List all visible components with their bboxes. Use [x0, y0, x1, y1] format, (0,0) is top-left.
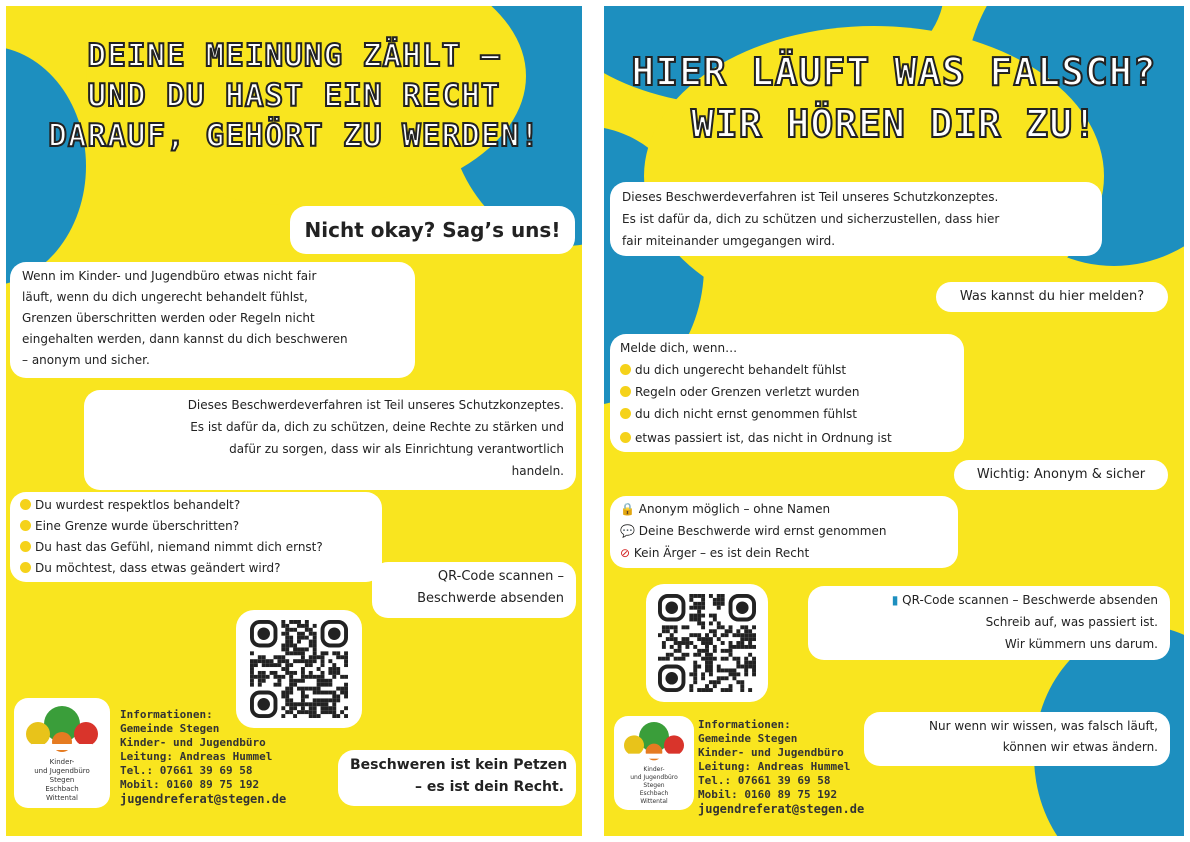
melde-item	[620, 359, 954, 381]
intro-line: Es ist dafür da, dich zu schützen und sicherzustellen, dass hier	[622, 212, 1000, 226]
info-line: Leitung: Andreas Hummel	[120, 750, 273, 763]
qr-code[interactable]	[646, 584, 768, 702]
bullet-dot-icon	[620, 364, 631, 375]
qr-hint-line: Beschwerde absenden	[417, 591, 564, 606]
logo-text-line: Eschbach	[639, 790, 669, 797]
info-line: Kinder- und Jugendbüro	[698, 746, 844, 759]
phone-line: Tel.: 07661 39 69 58	[698, 774, 831, 787]
intro-line: Dieses Beschwerdeverfahren ist Teil unseres Schutzkonzeptes.	[622, 190, 999, 204]
headline-line: HIER LÄUFT WAS FALSCH?	[631, 50, 1157, 94]
logo-text	[14, 758, 110, 803]
question-bubble	[936, 282, 1168, 312]
right-flyer	[598, 0, 1190, 842]
closing-line: – es ist dein Recht.	[415, 779, 564, 795]
intro-line: läuft, wenn du dich ungerecht behandelt fühlst,	[22, 290, 308, 304]
intro-bubble	[610, 182, 1102, 256]
phone-icon: ▮	[891, 593, 899, 607]
melde-text: etwas passiert ist, das nicht in Ordnung ist	[635, 431, 892, 445]
safe-item	[620, 542, 948, 564]
bullet-dot-icon	[20, 562, 31, 573]
info-line: Informationen:	[120, 708, 213, 721]
no-sign-icon: ⊘	[620, 546, 631, 560]
logo-text-line: und Jugendbüro	[630, 774, 678, 781]
logo-text-line: Stegen	[643, 782, 665, 789]
bullet-item	[20, 516, 372, 537]
qr-hint-line: Wir kümmern uns darum.	[1004, 637, 1158, 651]
procedure-line: handeln.	[511, 464, 564, 478]
melde-item-last	[610, 424, 964, 452]
closing-bubble	[864, 712, 1170, 766]
qr-hint-line	[820, 589, 1158, 611]
qr-hint-line: QR-Code scannen –	[437, 569, 564, 584]
bullet-text: Du wurdest respektlos behandelt?	[35, 498, 241, 512]
logo-text-line: Wittental	[640, 798, 668, 805]
qr-code-icon	[656, 594, 758, 692]
tagline-bubble	[290, 206, 575, 254]
contact-info	[698, 718, 864, 816]
safe-text: Deine Beschwerde wird ernst genommen	[638, 524, 887, 538]
qr-code-icon	[246, 620, 352, 718]
phone-line: Tel.: 07661 39 69 58	[120, 764, 253, 777]
bullet-item	[20, 558, 372, 579]
logo-text-line: Eschbach	[45, 785, 79, 793]
intro-line: fair miteinander umgegangen wird.	[622, 234, 836, 248]
question-text: Was kannst du hier melden?	[959, 289, 1145, 304]
mobile-line: Mobil: 0160 89 75 192	[120, 778, 260, 791]
bullet-item	[20, 537, 372, 558]
lock-icon: 🔒	[620, 502, 635, 516]
mobile-line: Mobil: 0160 89 75 192	[698, 788, 838, 801]
logo-kinder-jugendbuero	[614, 716, 694, 810]
intro-bubble	[10, 262, 415, 378]
info-line: Kinder- und Jugendbüro	[120, 736, 266, 749]
logo-text	[614, 766, 694, 806]
wichtig-bubble	[954, 460, 1168, 490]
right-headline	[598, 46, 1190, 150]
bullet-dot-icon	[20, 541, 31, 552]
qr-hint-line: Schreib auf, was passiert ist.	[985, 615, 1158, 629]
procedure-line: Dieses Beschwerdeverfahren ist Teil unseres Schutzkonzeptes.	[187, 398, 564, 412]
email-line[interactable]: jugendreferat@stegen.de	[698, 802, 865, 816]
bullet-dot-icon	[620, 386, 631, 397]
safe-item	[620, 520, 948, 542]
logo-text-line: Stegen	[49, 776, 75, 784]
intro-line: Grenzen überschritten werden oder Regeln nicht	[22, 311, 315, 325]
logo-figures-icon	[614, 718, 694, 766]
bullet-bubble	[10, 492, 382, 582]
closing-line: Nur wenn wir wissen, was falsch läuft,	[929, 719, 1158, 733]
bullet-dot-icon	[20, 520, 31, 531]
melde-item	[620, 403, 954, 425]
contact-info	[120, 708, 286, 806]
safe-text: Anonym möglich – ohne Namen	[638, 502, 831, 516]
bullet-text: Du möchtest, dass etwas geändert wird?	[35, 561, 281, 575]
bullet-dot-icon	[620, 432, 631, 443]
closing-line: können wir etwas ändern.	[1002, 740, 1158, 754]
wichtig-text: Wichtig: Anonym & sicher	[976, 467, 1146, 482]
headline-line: DARAUF, GEHÖRT ZU WERDEN!	[48, 118, 540, 154]
headline-line: DEINE MEINUNG ZÄHLT –	[87, 38, 501, 74]
intro-line: eingehalten werden, dann kannst du dich beschweren	[22, 332, 348, 346]
procedure-line: Es ist dafür da, dich zu schützen, deine Rechte zu stärken und	[190, 420, 564, 434]
info-line: Gemeinde Stegen	[120, 722, 220, 735]
logo-text-line: Kinder-	[643, 766, 665, 773]
qr-hint-bubble	[372, 562, 576, 618]
tagline-text: Nicht okay? Sag’s uns!	[304, 218, 561, 242]
safe-item	[620, 498, 948, 520]
email-line[interactable]: jugendreferat@stegen.de	[120, 792, 287, 806]
bullet-item	[20, 495, 372, 516]
info-line: Informationen:	[698, 718, 791, 731]
melde-item	[620, 381, 954, 403]
logo-kinder-jugendbuero	[14, 698, 110, 808]
procedure-bubble	[84, 390, 576, 490]
logo-text-line: Kinder-	[49, 758, 75, 766]
melde-title: Melde dich, wenn…	[620, 341, 738, 355]
safe-bubble	[610, 496, 958, 568]
left-headline	[0, 36, 588, 156]
logo-figures-icon	[14, 702, 110, 758]
speech-icon: 💬	[620, 524, 635, 538]
bullet-dot-icon	[20, 499, 31, 510]
intro-line: Wenn im Kinder- und Jugendbüro etwas nicht fair	[22, 269, 317, 283]
bullet-text: Du hast das Gefühl, niemand nimmt dich ernst?	[35, 540, 323, 554]
logo-text-line: und Jugendbüro	[34, 767, 90, 775]
info-line: Gemeinde Stegen	[698, 732, 798, 745]
melde-text: du dich ungerecht behandelt fühlst	[635, 363, 847, 377]
info-line: Leitung: Andreas Hummel	[698, 760, 851, 773]
melde-text: Regeln oder Grenzen verletzt wurden	[635, 385, 860, 399]
procedure-line: dafür zu sorgen, dass wir als Einrichtung verantwortlich	[229, 442, 564, 456]
bullet-dot-icon	[620, 408, 631, 419]
safe-text: Kein Ärger – es ist dein Recht	[633, 546, 810, 560]
melde-text: du dich nicht ernst genommen fühlst	[635, 407, 858, 421]
closing-bubble	[338, 750, 576, 806]
qr-hint-text: QR-Code scannen – Beschwerde absenden	[902, 593, 1158, 607]
intro-line: – anonym und sicher.	[22, 353, 150, 367]
headline-line: WIR HÖREN DIR ZU!	[691, 102, 1097, 146]
closing-line: Beschweren ist kein Petzen	[350, 757, 568, 773]
headline-line: UND DU HAST EIN RECHT	[87, 78, 501, 114]
qr-hint-bubble	[808, 586, 1170, 660]
logo-text-line: Wittental	[46, 794, 78, 802]
bullet-text: Eine Grenze wurde überschritten?	[35, 519, 240, 533]
left-flyer	[0, 0, 588, 842]
